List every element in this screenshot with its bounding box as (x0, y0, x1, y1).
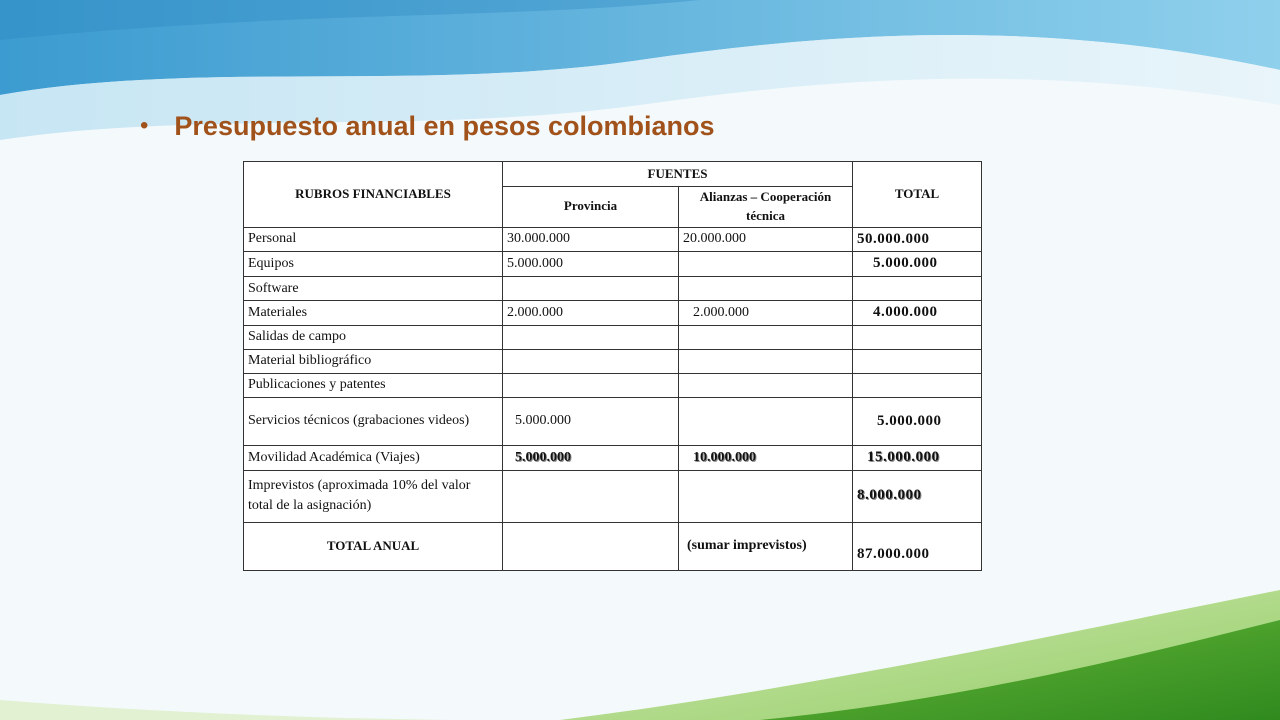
cell-total: 15.000.000 (853, 445, 982, 470)
cell-total: 4.000.000 (853, 301, 982, 326)
cell-total (853, 349, 982, 373)
header-fuentes: FUENTES (503, 162, 853, 187)
cell-total (853, 325, 982, 349)
cell-provincia: 5.000.000 (503, 445, 679, 470)
footer-provincia (503, 522, 679, 570)
table-row (244, 470, 982, 522)
table-row (244, 277, 982, 301)
cell-provincia: 2.000.000 (503, 301, 679, 326)
slide-title-row (140, 110, 715, 142)
table-row (244, 397, 982, 445)
footer-total: 87.000.000 (853, 522, 982, 570)
cell-rubro: Material bibliográfico (244, 349, 503, 373)
table-row (244, 373, 982, 397)
cell-rubro: Movilidad Académica (Viajes) (244, 445, 503, 470)
table-row (244, 445, 982, 470)
bullet-icon: • (140, 112, 149, 140)
cell-total: 50.000.000 (853, 227, 982, 252)
cell-provincia (503, 325, 679, 349)
cell-alianzas (679, 470, 853, 522)
cell-rubro: Publicaciones y patentes (244, 373, 503, 397)
cell-alianzas (679, 349, 853, 373)
table-row (244, 349, 982, 373)
cell-alianzas: 10.000.000 (679, 445, 853, 470)
cell-alianzas (679, 373, 853, 397)
cell-rubro: Equipos (244, 252, 503, 277)
cell-provincia (503, 349, 679, 373)
cell-total: 8.000.000 (853, 470, 982, 522)
cell-rubro: Servicios técnicos (grabaciones videos) (244, 397, 503, 445)
cell-alianzas (679, 277, 853, 301)
slide-title: Presupuesto anual en pesos colombianos (174, 111, 715, 141)
cell-total: 5.000.000 (853, 252, 982, 277)
table-footer-row (244, 522, 982, 570)
cell-alianzas (679, 252, 853, 277)
budget-table (243, 161, 982, 571)
cell-rubro: Software (244, 277, 503, 301)
cell-provincia: 30.000.000 (503, 227, 679, 252)
cell-alianzas: 2.000.000 (679, 301, 853, 326)
cell-provincia: 5.000.000 (503, 252, 679, 277)
cell-provincia (503, 470, 679, 522)
cell-alianzas (679, 325, 853, 349)
table-row (244, 301, 982, 326)
table-row (244, 325, 982, 349)
cell-provincia (503, 373, 679, 397)
cell-provincia (503, 277, 679, 301)
cell-rubro: Imprevistos (aproximada 10% del valor total de la asignación) (244, 470, 503, 522)
cell-total (853, 277, 982, 301)
cell-alianzas (679, 397, 853, 445)
header-alianzas: Alianzas – Cooperación técnica (679, 187, 853, 228)
header-total: TOTAL (853, 162, 982, 228)
table-row (244, 227, 982, 252)
header-provincia: Provincia (503, 187, 679, 228)
table-row (244, 252, 982, 277)
footer-label: TOTAL ANUAL (244, 522, 503, 570)
cell-total: 5.000.000 (853, 397, 982, 445)
footer-alianzas: (sumar imprevistos) (679, 522, 853, 570)
header-rubros: RUBROS FINANCIABLES (244, 162, 503, 228)
cell-rubro: Materiales (244, 301, 503, 326)
cell-rubro: Personal (244, 227, 503, 252)
cell-provincia: 5.000.000 (503, 397, 679, 445)
cell-total (853, 373, 982, 397)
cell-alianzas: 20.000.000 (679, 227, 853, 252)
cell-rubro: Salidas de campo (244, 325, 503, 349)
